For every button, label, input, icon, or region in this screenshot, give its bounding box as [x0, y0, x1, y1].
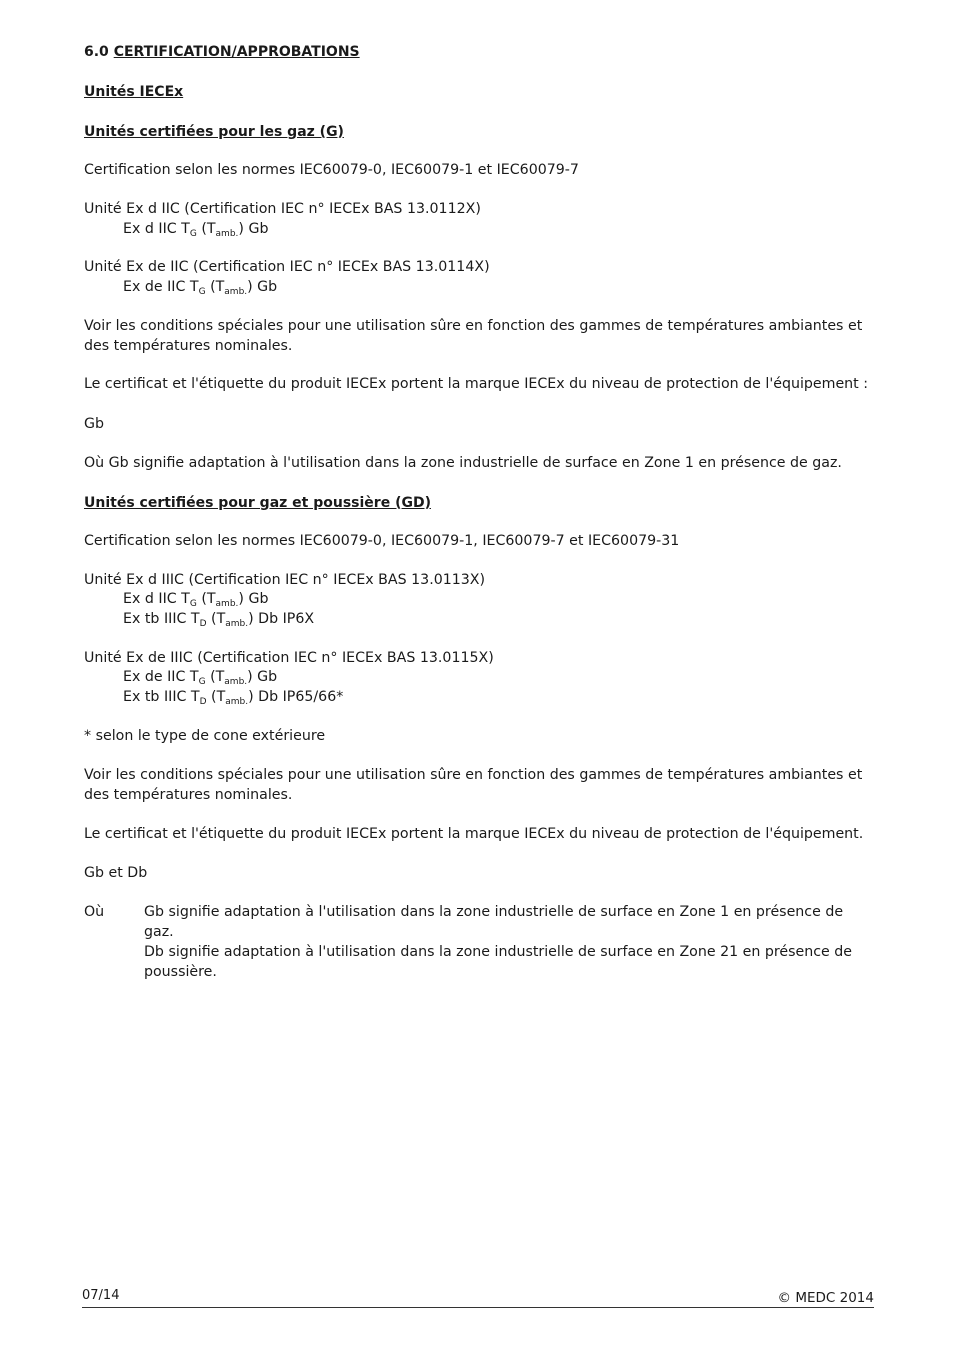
section-heading: 6.0 CERTIFICATION/APPROBATIONS: [84, 44, 360, 60]
paragraph-special-conditions-2: Voir les conditions spéciales pour une utilisation sûre en fonction des gammes de températures ambiantes et des températures nominales.: [84, 767, 863, 803]
marking-exd-iic: Ex d IIC $T_G$ $(T_{amb.})$ Gb: [123, 221, 269, 239]
footer-rule: [82, 1307, 874, 1308]
paragraph-gb-meaning: Où Gb signifie adaptation à l'utilisation dans la zone industrielle de surface en Zone 1 en présence de gaz.: [84, 455, 842, 471]
footer-date: 07/14: [82, 1288, 120, 1303]
paragraph-marking: Le certificat et l'étiquette du produit IECEx portent la marque IECEx du niveau de protection de l'équipement :: [84, 376, 869, 392]
ou-label: Où: [84, 904, 105, 920]
protection-level-gb-db: Gb et Db: [84, 865, 148, 881]
unit-exde-iic: Unité Ex de IIC (Certification IEC n° IECEx BAS 13.0114X): [84, 259, 490, 275]
marking-extb-iiic-ip6566: Ex tb IIIC $T_D$ $(T_{amb.})$ Db IP65/66*: [123, 689, 344, 707]
marking-exd-iic-gb: Ex d IIC $T_G$ $(T_{amb.})$ Gb: [123, 591, 269, 609]
unit-exd-iic: Unité Ex d IIC (Certification IEC n° IECEx BAS 13.0112X): [84, 201, 481, 217]
unit-exd-iiic: Unité Ex d IIIC (Certification IEC n° IECEx BAS 13.0113X): [84, 572, 486, 588]
definition-db: Db signifie adaptation à l'utilisation dans la zone industrielle de surface en Zone 21 en présence de poussière.: [144, 944, 853, 980]
paragraph-marking-2: Le certificat et l'étiquette du produit IECEx portent la marque IECEx du niveau de protection de l'équipement.: [84, 826, 864, 842]
marking-extb-iiic-ip6x: Ex tb IIIC $T_D$ $(T_{amb.})$ Db IP6X: [123, 611, 315, 629]
paragraph-special-conditions: Voir les conditions spéciales pour une utilisation sûre en fonction des gammes de températures ambiantes et des températures nominales.: [84, 318, 863, 354]
marking-exde-iic: Ex de IIC $T_G$ $(T_{amb.})$ Gb: [123, 279, 278, 297]
unit-exde-iiic: Unité Ex de IIIC (Certification IEC n° IECEx BAS 13.0115X): [84, 650, 494, 666]
footer-copyright: © MEDC 2014: [777, 1290, 874, 1306]
subheading-gas-dust: Unités certifiées pour gaz et poussière (GD): [84, 495, 431, 511]
footnote-cone: * selon le type de cone extérieure: [84, 728, 326, 744]
paragraph-standards-gas-dust: Certification selon les normes IEC60079-0, IEC60079-1, IEC60079-7 et IEC60079-31: [84, 533, 680, 549]
marking-exde-iic-gb: Ex de IIC $T_G$ $(T_{amb.})$ Gb: [123, 669, 278, 687]
ou-definitions: [144, 902, 864, 982]
subheading-iecex: Unités IECEx: [84, 84, 184, 100]
subheading-gas: Unités certifiées pour les gaz (G): [84, 124, 344, 140]
protection-level-gb: Gb: [84, 416, 104, 432]
definition-gb: Gb signifie adaptation à l'utilisation dans la zone industrielle de surface en Zone 1 en présence de gaz.: [144, 904, 844, 940]
paragraph-standards-gas: Certification selon les normes IEC60079-0, IEC60079-1 et IEC60079-7: [84, 162, 579, 178]
